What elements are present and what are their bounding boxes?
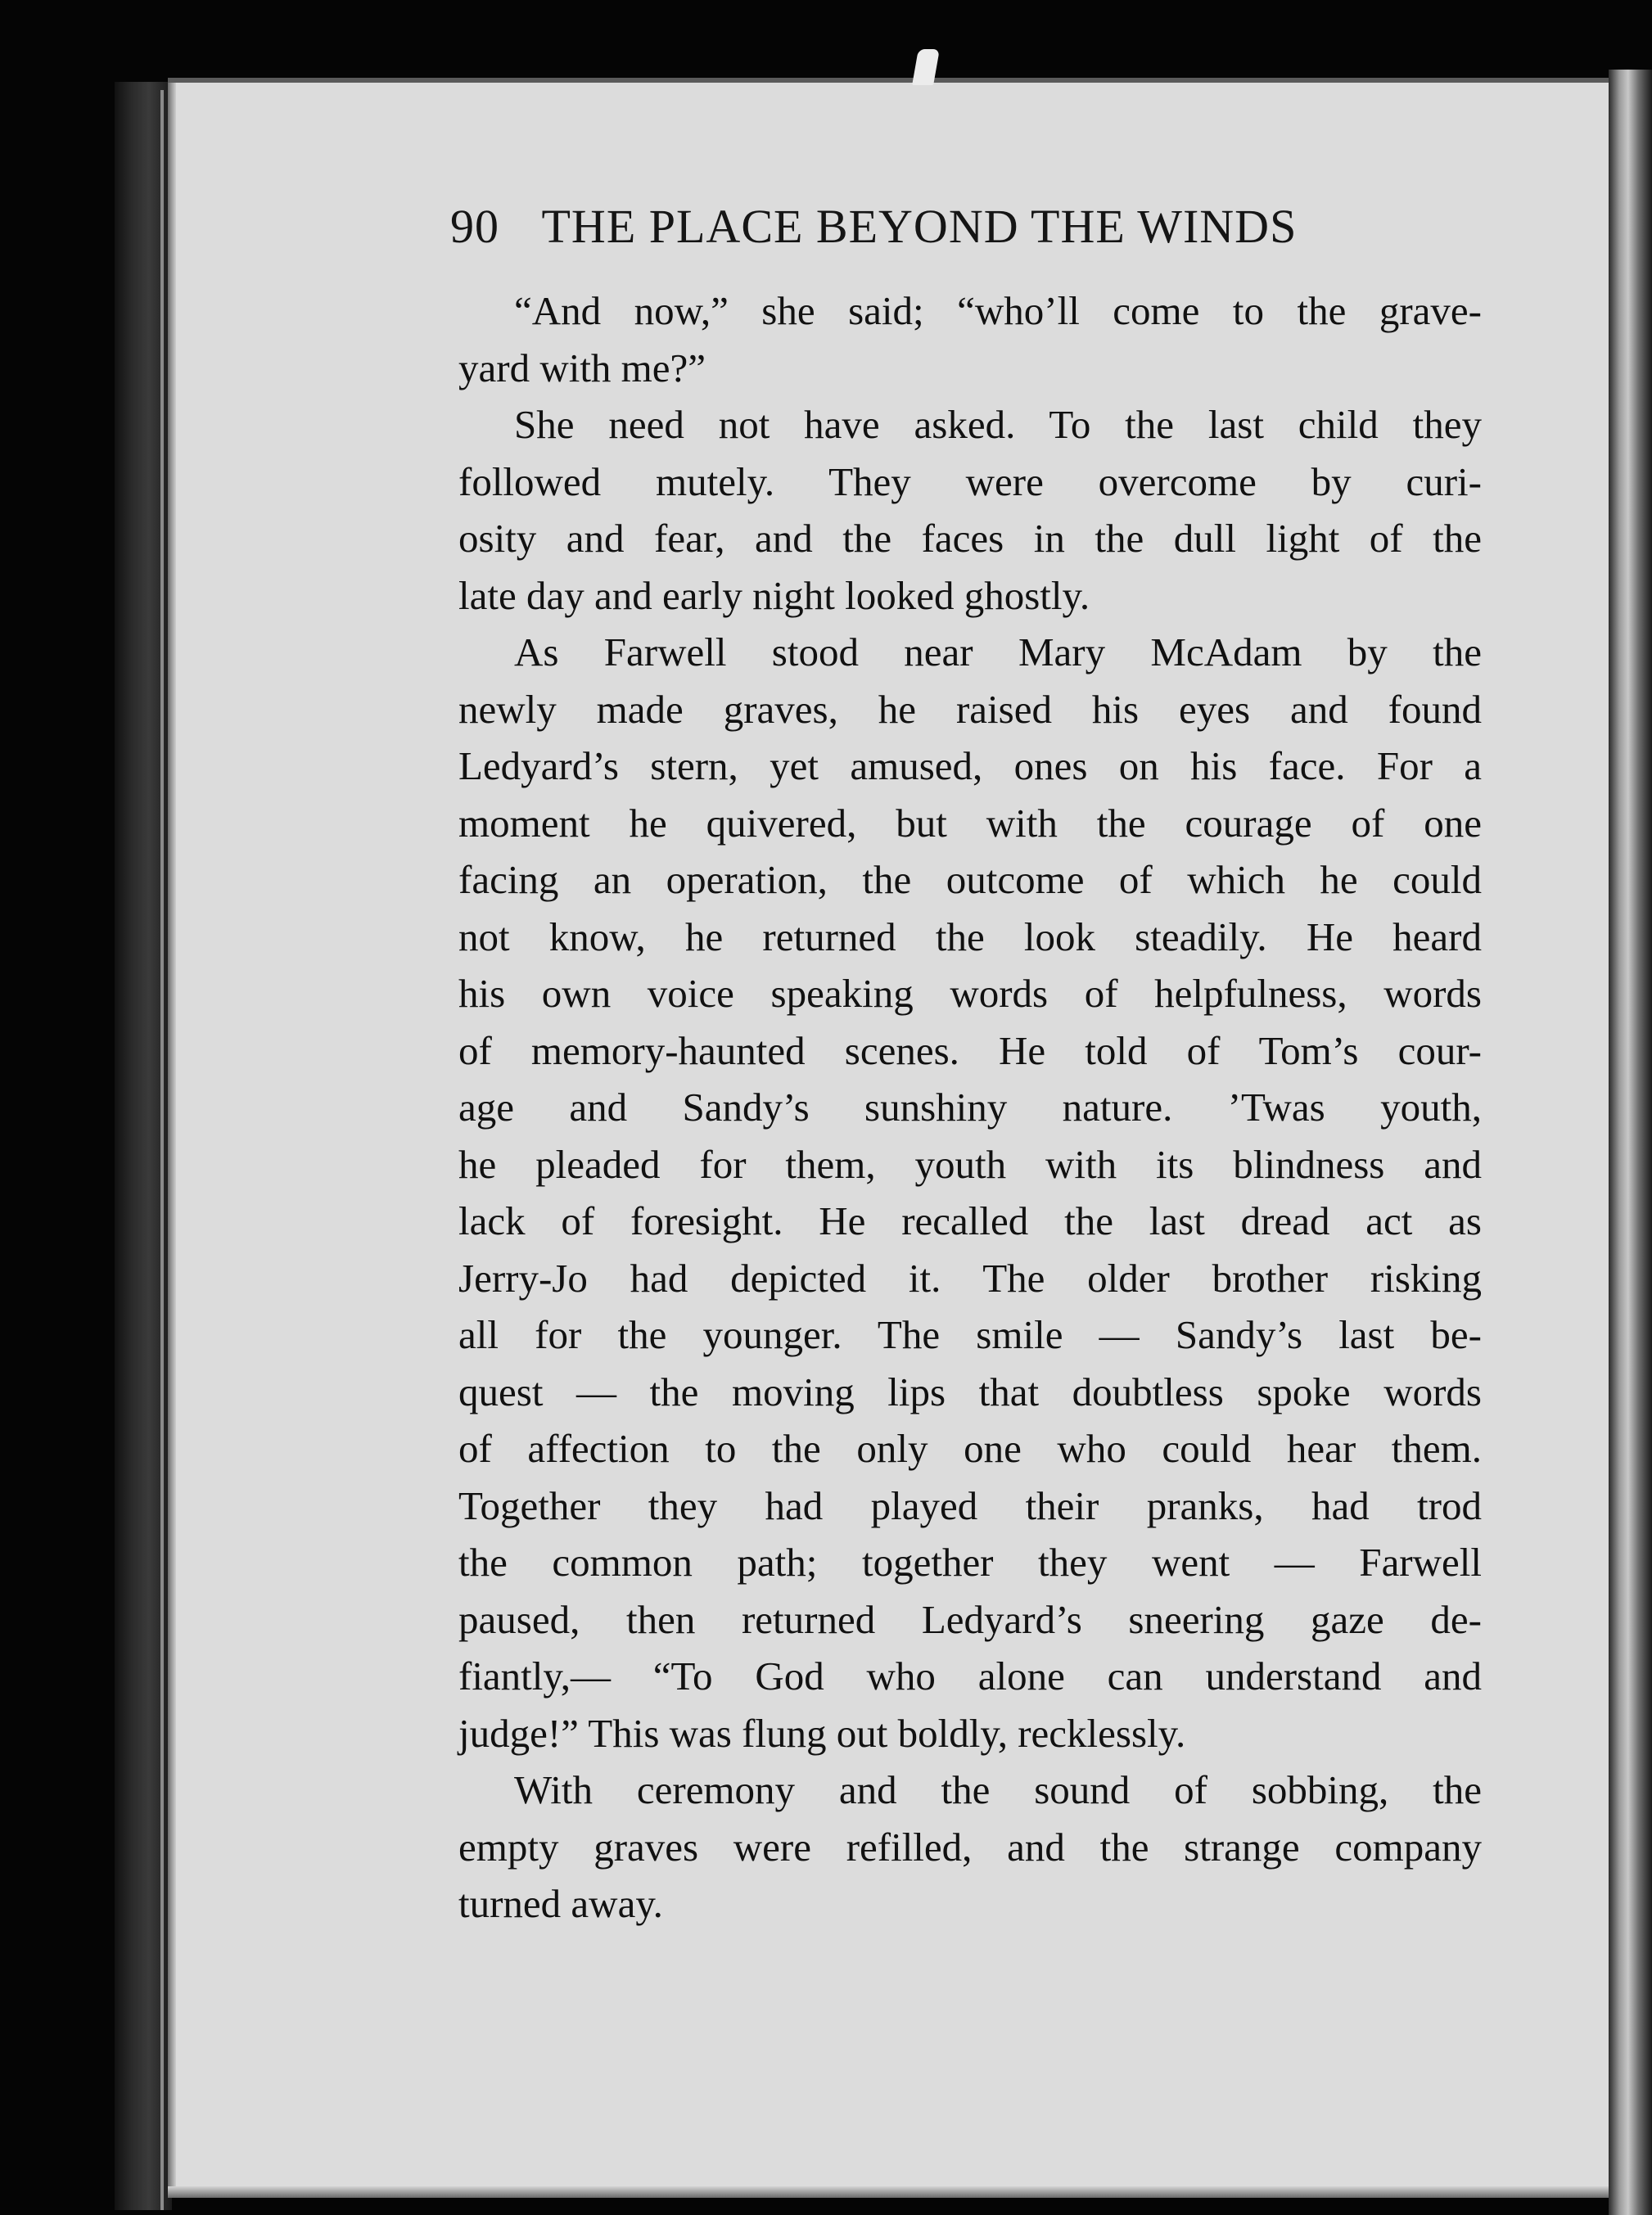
text-line: the common path; together they went — Farwell <box>458 1540 1482 1585</box>
text-line: facing an operation, the outcome of which he could <box>458 857 1482 902</box>
text-line: yard with me?” <box>458 345 706 390</box>
text-line: Together they had played their pranks, had trod <box>458 1482 1482 1528</box>
text-line: With ceremony and the sound of sobbing, the <box>514 1767 1482 1812</box>
text-line: turned away. <box>458 1881 663 1926</box>
running-header <box>450 199 1539 264</box>
binding-edge-line <box>160 90 164 2210</box>
page-bottom-shadow <box>168 2186 1609 2198</box>
text-line: he pleaded for them, youth with its blindness and <box>458 1141 1482 1187</box>
text-line: followed mutely. They were overcome by curi- <box>458 458 1482 504</box>
page-stack-right-edge <box>1609 70 1652 2215</box>
text-line: quest — the moving lips that doubtless spoke words <box>458 1369 1482 1414</box>
text-line: not know, he returned the look steadily. He heard <box>458 914 1482 959</box>
text-line: “And now,” she said; “who’ll come to the grave- <box>514 288 1482 333</box>
text-line: all for the younger. The smile — Sandy’s last be- <box>458 1312 1482 1357</box>
text-line: Jerry-Jo had depicted it. The older brother risking <box>458 1255 1482 1301</box>
text-line: late day and early night looked ghostly. <box>458 572 1090 618</box>
text-line: empty graves were refilled, and the strange company <box>458 1824 1482 1870</box>
text-line: lack of foresight. He recalled the last dread act as <box>458 1198 1482 1243</box>
page-body-text <box>458 282 1482 1933</box>
text-line: of memory-haunted scenes. He told of Tom’s cour- <box>458 1027 1482 1073</box>
text-line: age and Sandy’s sunshiny nature. ’Twas youth, <box>458 1085 1482 1130</box>
text-line: newly made graves, he raised his eyes and found <box>458 686 1482 732</box>
text-line: Ledyard’s stern, yet amused, ones on his face. For a <box>458 743 1482 788</box>
text-line: his own voice speaking words of helpfulness, words <box>458 971 1482 1016</box>
text-line: of affection to the only one who could hear them. <box>458 1426 1482 1471</box>
text-line: moment he quivered, but with the courage of one <box>458 800 1482 846</box>
running-title: THE PLACE BEYOND THE WINDS <box>541 200 1298 253</box>
page-gutter-shadow <box>168 83 176 2198</box>
text-line: She need not have asked. To the last child they <box>514 402 1482 447</box>
text-line: osity and fear, and the faces in the dull light of the <box>458 516 1482 561</box>
text-line: judge!” This was flung out boldly, recklessly. <box>458 1710 1186 1756</box>
text-line: As Farwell stood near Mary McAdam by the <box>514 629 1482 674</box>
text-line: fiantly,— “To God who alone can understand and <box>458 1653 1482 1698</box>
page-number: 90 <box>450 200 499 253</box>
text-line: paused, then returned Ledyard’s sneering gaze de- <box>458 1596 1482 1642</box>
